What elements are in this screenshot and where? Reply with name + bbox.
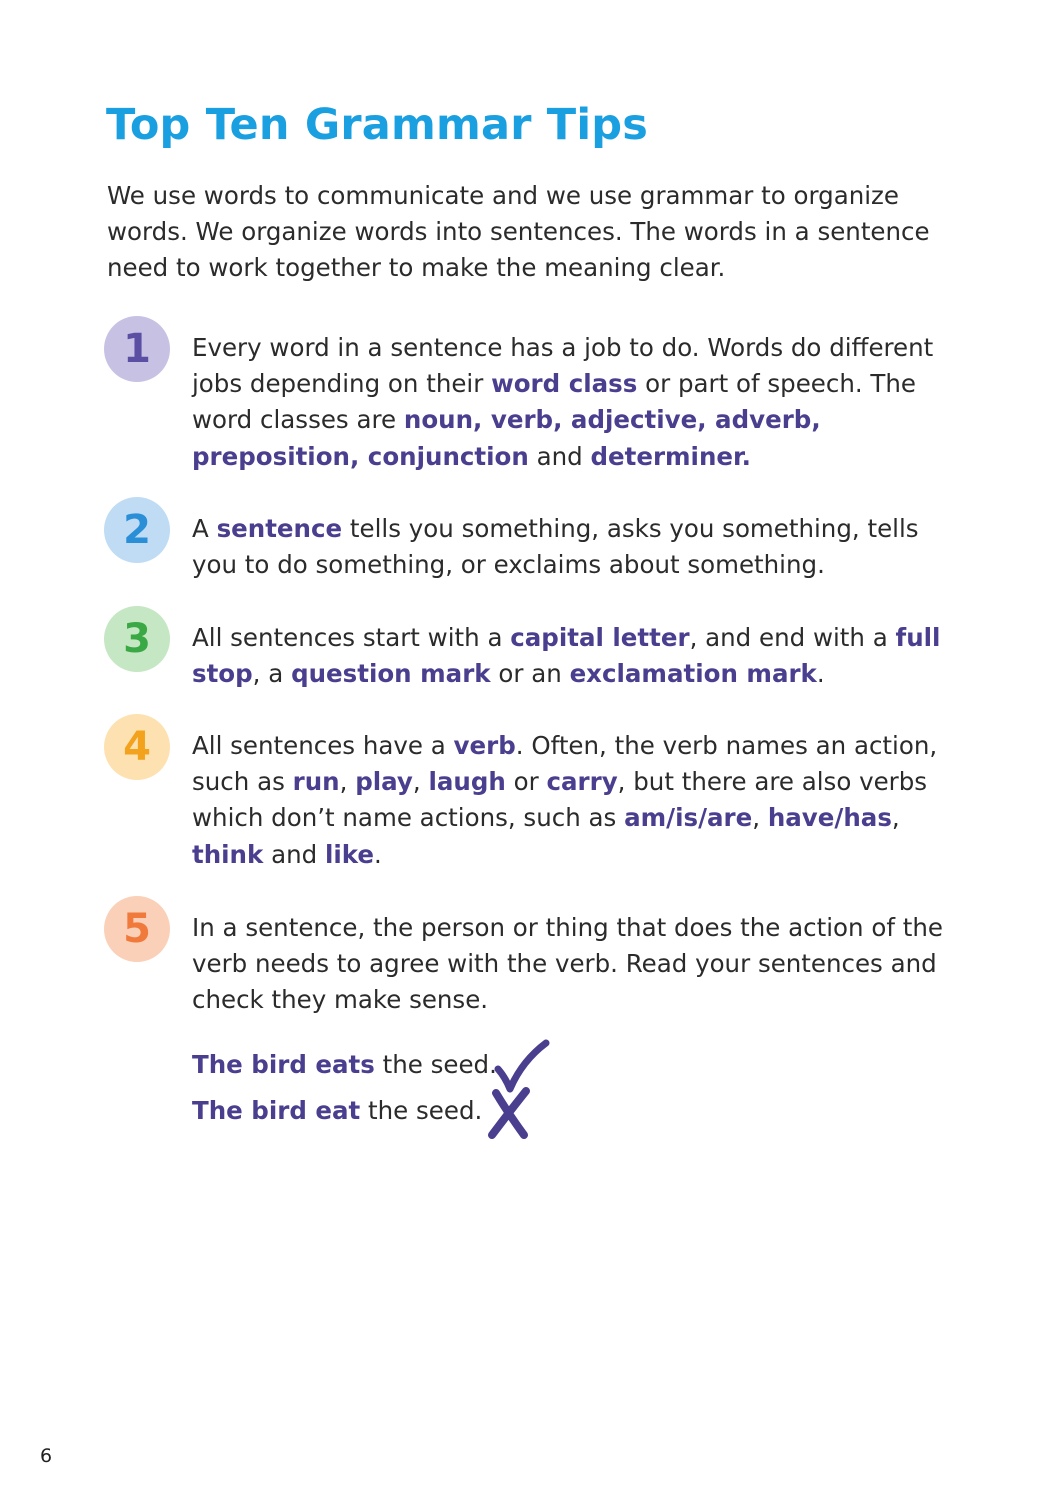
text-segment: or part of speech. The word classes are (192, 369, 917, 435)
example-keywords: The bird eat (192, 1096, 361, 1125)
keyword: play (355, 767, 413, 797)
number-badge-1 (104, 316, 170, 382)
text-segment: Every word in a sentence has a job to do. Words do different jobs depending on their (192, 333, 934, 399)
example-rest: the seed. (360, 1096, 483, 1125)
text-segment: , a (252, 659, 292, 689)
text-segment: . (374, 839, 382, 869)
badge-number: 5 (123, 906, 151, 952)
page-title: Top Ten Grammar Tips (106, 100, 649, 150)
text-segment: , (752, 803, 768, 833)
tip-text (192, 511, 967, 583)
keyword: sentence (216, 514, 343, 543)
cross-icon (486, 1087, 536, 1141)
badge-number: 4 (123, 724, 151, 770)
text-segment: . Often, the verb names an action, such as (192, 731, 938, 797)
example-incorrect (192, 1091, 497, 1137)
text-segment: or (505, 767, 547, 797)
text-segment: , (412, 767, 429, 797)
text-segment: , but there are also verbs which don’t name actions, such as (192, 767, 928, 833)
tip-text (192, 728, 967, 873)
example-keywords: The bird eats (192, 1050, 375, 1079)
text-segment: or an (490, 659, 570, 689)
text-segment: and (528, 441, 591, 471)
keyword: am/is/are (624, 803, 753, 833)
badge-number: 2 (123, 507, 151, 553)
tip-text (192, 330, 967, 475)
text-segment: . (816, 659, 825, 689)
example-correct (192, 1045, 497, 1091)
keyword: full stop (192, 623, 941, 689)
intro-paragraph: We use words to communicate and we use grammar to organize words. We organize words into sentences. The words in a sentence need to work together to make the meaning clear. (107, 181, 930, 282)
keyword: noun, verb, adjective, adverb, preposition, conjunction (192, 405, 821, 471)
text-segment: All sentences start with a (192, 623, 511, 652)
keyword: like (324, 839, 375, 869)
keyword: word class (491, 369, 638, 399)
badge-number: 1 (123, 326, 151, 372)
example-sentences (192, 1045, 497, 1137)
keyword: have/has (767, 803, 892, 833)
example-rest: the seed. (374, 1050, 497, 1079)
keyword: think (192, 839, 264, 869)
text-segment: , (339, 767, 356, 797)
number-badge-4 (104, 714, 170, 780)
page-number: 6 (40, 1445, 53, 1467)
badge-number: 3 (123, 616, 151, 662)
keyword: laugh (428, 767, 506, 797)
keyword: capital letter (510, 623, 690, 652)
keyword: exclamation mark (569, 659, 817, 689)
text-segment: A (192, 514, 217, 543)
tip-text (192, 910, 967, 1019)
text-segment: , (891, 803, 900, 833)
keyword: determiner. (590, 441, 751, 471)
text-segment: , and end with a (689, 623, 896, 652)
number-badge-3 (104, 606, 170, 672)
text-segment: and (263, 839, 325, 869)
number-badge-5 (104, 896, 170, 962)
text-segment: tells you something, asks you something, tells you to do something, or exclaims about something. (192, 514, 919, 580)
keyword: question mark (291, 659, 491, 689)
keyword: verb (453, 731, 516, 760)
keyword: carry (546, 767, 618, 797)
text-segment: In a sentence, the person or thing that does the action of the verb needs to agree with the verb. Read your sentences and check they make sense. (192, 913, 943, 1015)
tip-text (192, 620, 967, 692)
number-badge-2 (104, 497, 170, 563)
keyword: run (292, 767, 340, 797)
text-segment: All sentences have a (192, 731, 454, 760)
